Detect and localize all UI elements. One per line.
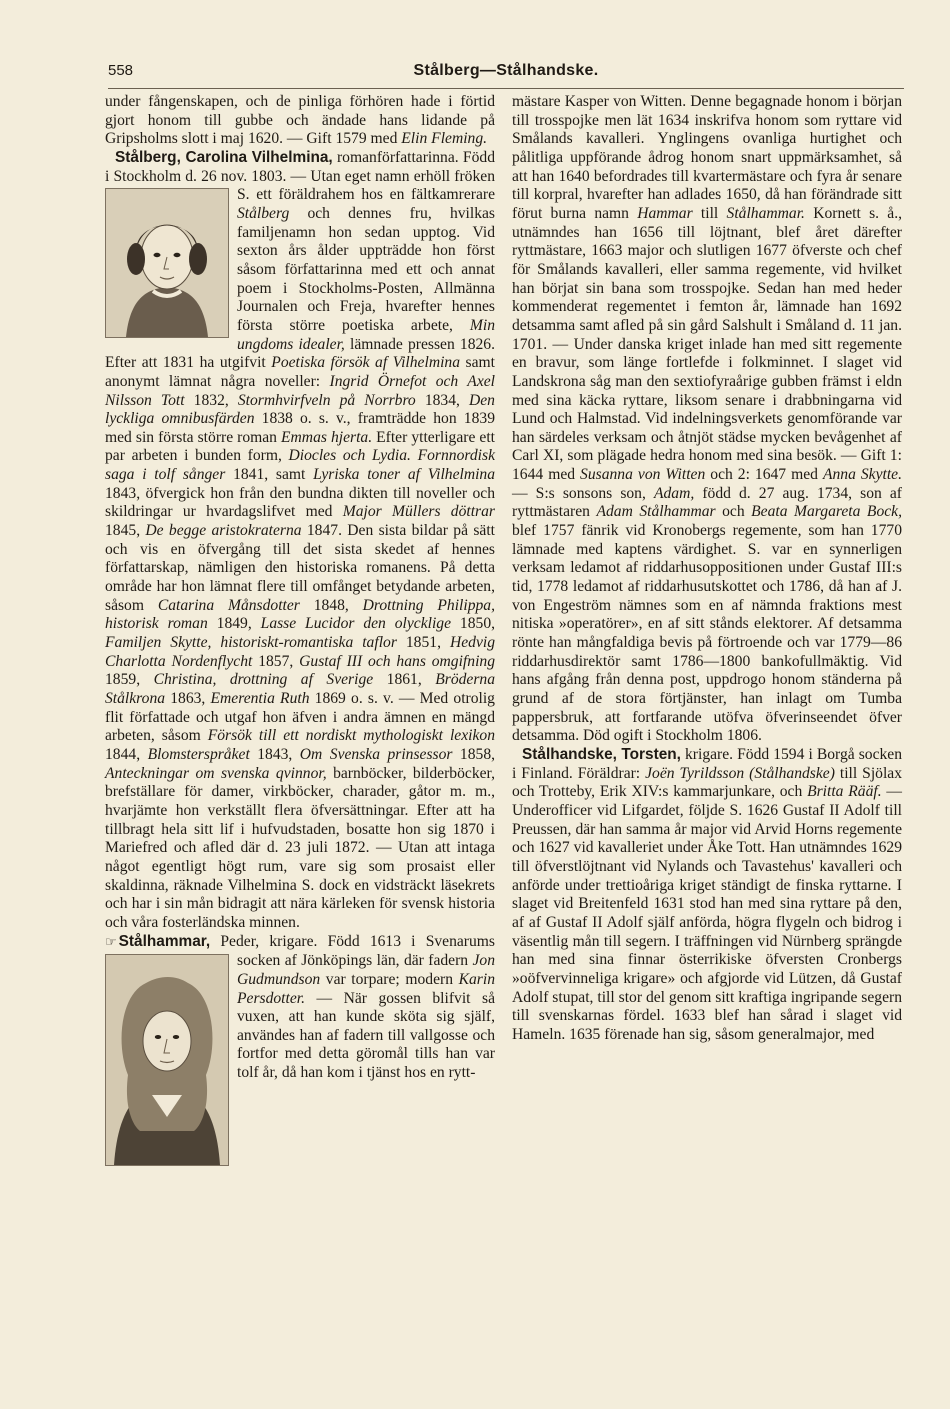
headword: Stålhandske, Torsten, <box>522 745 681 763</box>
continued-entry <box>105 93 495 149</box>
running-head: Stålberg—Stålhandske. <box>413 62 599 79</box>
portrait-image <box>105 954 229 1166</box>
entry-italic: Elin Fleming. <box>401 130 488 148</box>
left-column <box>105 93 495 1168</box>
portrait-image <box>105 188 229 338</box>
right-column <box>512 93 902 1044</box>
headword: Stålhammar, <box>118 932 211 950</box>
entry-peder-stalhammar: ☞ Stålhammar, Peder, krigare. Född 1613 i Svenarums socken af Jönköpings län, där fadern Jon Gudmundson var torpare; modern Karin Persdotter. — När gossen blifvit så vuxen, att han kunde sköta sig själf, användes han af fadern till vallgosse och fortfor med detta göromål tills han var tolf år, då han kom i tjänst hos en rytt- <box>105 933 495 1083</box>
entry-torsten-stalhandske: Stålhandske, Torsten, krigare. Född 1594 i Borgå socken i Finland. Föräldrar: Joën Tyrildsson (Stålhandske) till Sjölax och Trotteby, Erik XIV:s kammarjunkare, och Britta Rääf. — Underofficer vid Lifgardet, följde S. 1626 Gustaf II Adolf till Preussen, där han samma år major vid Arvid Horns regemente och 1627 vid kavalleriet under Åke Tott. Han utnämndes 1629 till öfverstlöjtnant vid Nylands och Tavastehus' kavalleri och anförde under trettioåriga kriget ständigt de finska ryttarne. I slaget vid Breitenfeld 1631 stod han med sina ryttare på den, af af Gustaf II Adolf själf anförda, högra flygeln och bidrog i väsentlig mån till segern. I träffningen vid Nürnberg sprängde han med sina finnar österrikiske öfversten Cronbergs »oöfvervinneliga krigare» och afgjorde vid Lützen, då Gustaf Adolf stupat, till stor del genom sitt kraftiga ingripande segern till svenskarnas fördel. 1633 blef han sårad i slaget vid Hameln. 1635 förenade han sig, såsom generalmajor, med <box>512 745 903 1043</box>
continued-entry-peder: mästare Kasper von Witten. Denne begagnade honom i början till trosspojke men lät 1634 inskrifva honom som ryttare vid Smålands kavalleri. Ynglingens ovanliga hurtighet och pålitliga uppförande ådrog honom snart uppmärksamhet, så att han 1640 befordrades till kvartermästare och fyra år senare till korpral, hvarefter han adlades 1650, då han förändrade sitt förut burna namn Hammar till Stålhammar. Kornett s. å., utnämndes han 1656 till löjtnant, blef året därefter ryttmästare, 1663 major och slutligen 1677 öfverste och chef för Smålands kavalleri, eller samma regemente, vid hvilket han börjat sin bana som trosspojke. Sedan han med heder kommenderat regementet i femton år, lämnade han 1692 detsamma samt afled på sin gård Salshult i Småland d. 11 jan. 1701. — Under danska kriget inlade han med sitt regemente en bravur, som länge fortlefde i folkminnet. I slaget vid Landskrona såg man den sextiofyraårige gubben främst i eldn med sina käcka ryttare, liksom senare i drabbningarna vid Lund och Halmstad. Vid indelningsverkets genomförande var han särdeles verksam och åtnjöt städse mycken bevågenhet af Carl XI, som plägade hedra honom med sina besök. — Gift 1: 1644 med Susanna von Witten och 2: 1647 med Anna Skytte. — S:s sonsons son, Adam, född d. 27 aug. 1734, son af ryttmästaren Adam Stålhammar och Beata Margareta Bock, blef 1757 fänrik vid Kronobergs regemente, som han 1770 lämnade med kaptens värdighet. S. var en synnerligen verksam ledamot af riddarhusoppositionen under Gustaf III:s tid, 1778 ledamot af riddarhusutskottet och 1786, då han af J. von Engeström nämnes som en af nämnda fraktions mest nitiska »operatörer», en af sitt stånds elektorer. Af detsamma rönte han mångfaldiga bevis på förtroende och var 1779—86 riddarhusdirektör samt 1786—1800 bankofullmäktig. Vid hans afgång från denna post, uppdrogo honom ständerna på grund af de stora förtjänster, han inlagt om Tumba pappersbruk, att fortfarande utöfva öfverinseendet öfver detsamma. Död ogift i Stockholm 1806. <box>512 93 903 745</box>
headword: Stålberg, Carolina Vilhelmina, <box>115 148 333 166</box>
page-number: 558 <box>108 62 134 79</box>
entry-text: under fångenskapen, och de pinliga förhören hade i förtid gjort honom till gubbe och ändade hans lidande på Gripsholms slott i maj 1620. — Gift 1579 med <box>105 93 495 148</box>
page-header <box>108 62 904 86</box>
entry-carolina-stalberg: Stålberg, Carolina Vilhelmina, romanförfattarinna. Född i Stockholm d. 26 nov. 1803. — Utan eget namn erhöll fröken S. ett föräldrahem hos en fältkamrerare Stålberg och dennes fru, hvilkas familjenamn hon sedan upptog. Vid sexton års ålder uppträdde hon först såsom författarinna med ett och annat poem i Stockholms-Posten, Allmänna Journalen och Freja, hvarefter hennes första större poetiska arbete, Min ungdoms idealer, lämnade pressen 1826. Efter att 1831 ha utgifvit Poetiska försök af Vilhelmina samt anonymt lämnat några noveller: Ingrid Örnefot och Axel Nilsson Tott 1832, Stormhvirfveln på Norrbro 1834, Den lyckliga omnibusfärden 1838 o. s. v., framträdde hon 1839 med sin första större roman Emmas hjerta. Efter ytterligare ett par arbeten i bunden form, Diocles och Lydia. Fornnordisk saga i tolf sånger 1841, samt Lyriska toner af Vilhelmina 1843, öfvergick hon från den bundna dikten till noveller och skildringar ur hvardagslifvet med Major Müllers döttrar 1845, De begge aristokraterna 1847. Den sista bildar på sätt och vis en öfvergång till det sista skedet af hennes författarskap, nämligen den historiska romanens. På detta område har hon lämnat flere till omfånget betydande arbeten, såsom Catarina Månsdotter 1848, Drottning Philippa, historisk roman 1849, Lasse Lucidor den olycklige 1850, Familjen Skytte, historiskt-romantiska taflor 1851, Hedvig Charlotta Nordenflycht 1857, Gustaf III och hans omgifning 1859, Christina, drottning af Sverige 1861, Bröderna Stålkrona 1863, Emerentia Ruth 1869 o. s. v. — Med otrolig flit författade och utgaf hon äfven i andra ämnen en mängd arbeten, såsom Försök till ett nordiskt mythologiskt lexikon 1844, Blomsterspråket 1843, Om Svenska prinsessor 1858, Anteckningar om svenska qvinnor, barnböcker, bilderböcker, brefställare för damer, virkböcker, charader, gåtor m. m., hvarjämte hon verkställt flera öfversättningar. Efter att ha tillbragt hela sitt lif i hufvudstaden, bosatte hon sig 1870 i Mariefred och afled där d. 23 juli 1872. — Utan att intaga något egentligt högt rum, vare sig som prosaist eller skaldinna, räknade Vilhelmina S. dock en vidsträckt läsekrets och har i sin mån bidragit att nära kärleken för svensk historia och våra fosterländska minnen. <box>105 148 496 931</box>
pointing-hand-icon: ☞ <box>105 934 117 950</box>
header-rule <box>108 88 904 89</box>
